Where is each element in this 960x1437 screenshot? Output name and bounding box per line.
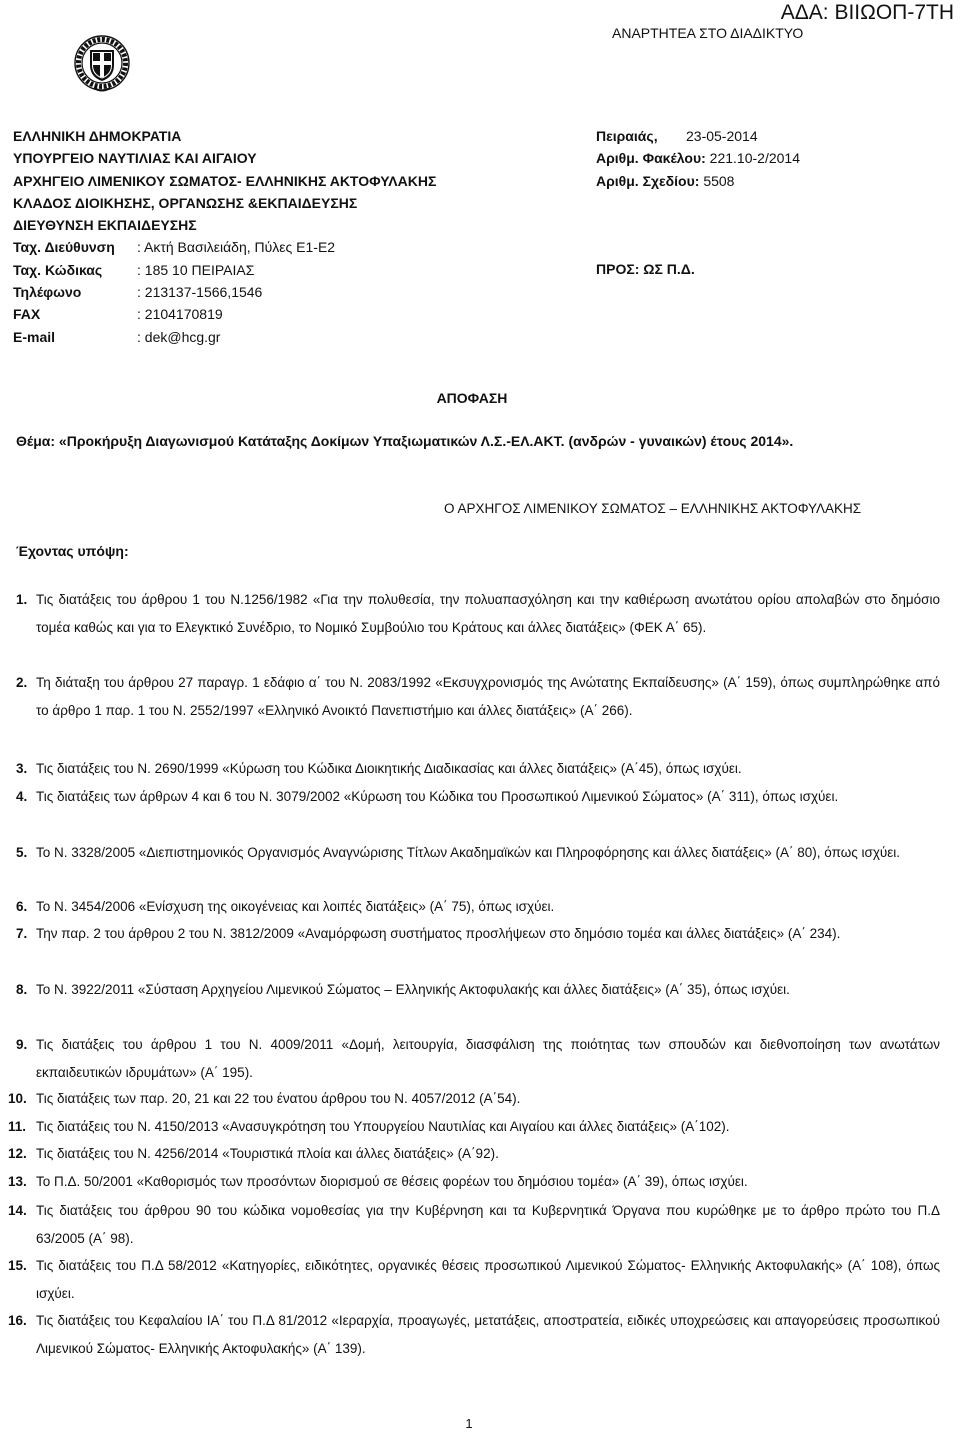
- item-number: 3.: [16, 761, 28, 776]
- sender-line: ΚΛΑΔΟΣ ΔΙΟΙΚΗΣΗΣ, ΟΡΓΑΝΩΣΗΣ &ΕΚΠΑΙΔΕΥΣΗΣ: [13, 194, 358, 211]
- document-date: 23-05-2014: [686, 128, 758, 144]
- item-number: 2.: [16, 675, 28, 690]
- issuer-heading: Ο ΑΡΧΗΓΟΣ ΛΙΜΕΝΙΚΟΥ ΣΩΜΑΤΟΣ – ΕΛΛΗΝΙΚΗΣ ΑΚΤΟΦΥΛΑΚΗΣ: [444, 501, 862, 516]
- contact-value: : 213137-1566,1546: [137, 284, 263, 301]
- item-text: Τις διατάξεις του άρθρου 90 του κώδικα νομοθεσίας για την Κυβέρνηση και τα Κυβερνητικά Όργανα που κυρώθηκε με το άρθρο πρώτο του Π.Δ 63/2005 (Α΄ 98).: [36, 1203, 940, 1246]
- item-text: Το Π.Δ. 50/2001 «Καθορισμός των προσόντων διορισμού σε θέσεις φορέων του δημόσιου τομέα» (Α΄ 39), όπως ισχύει.: [36, 1174, 748, 1189]
- ada-code: ΑΔΑ: ΒΙΙΩΟΠ-7ΤΗ: [780, 1, 954, 24]
- contact-phone: [13, 281, 436, 303]
- item-text: Τις διατάξεις του Κεφαλαίου ΙΑ΄ του Π.Δ 81/2012 «Ιεραρχία, προαγωγές, μετατάξεις, αποστρατεία, ειδικές υποχρεώσεις και απαγορεύσεις προσωπικού Λιμενικού Σώματος- Ελληνικής Ακτοφυλακής» (Α΄ 139).: [36, 1313, 940, 1356]
- contact-value: : 2104170819: [137, 306, 223, 323]
- item-text: Τις διατάξεις των άρθρων 4 και 6 του Ν. 3079/2002 «Κύρωση του Κώδικα του Προσωπικού Λιμενικού Σώματος» (Α΄ 311), όπως ισχύει.: [36, 789, 839, 804]
- sender-line: ΕΛΛΗΝΙΚΗ ΔΗΜΟΚΡΑΤΙΑ: [13, 128, 182, 144]
- item-number: 15.: [8, 1258, 27, 1273]
- contact-label: Ταχ. Κώδικας: [13, 261, 103, 278]
- item-number: 8.: [16, 982, 28, 997]
- item-number: 10.: [8, 1091, 27, 1106]
- item-number: 4.: [16, 789, 28, 804]
- item-text: Τη διάταξη του άρθρου 27 παραγρ. 1 εδάφιο α΄ του Ν. 2083/1992 «Εκσυγχρονισμός της Ανώτατης Εκπαίδευσης» (Α΄ 159), όπως συμπληρώθηκε από το άρθρο 1 παρ. 1 του Ν. 2552/1997 «Ελληνικό Ανοικτό Πανεπιστήμιο και άλλες διατάξεις» (Α΄ 266).: [36, 675, 940, 718]
- draft-number: 5508: [703, 172, 735, 189]
- item-number: 12.: [8, 1146, 27, 1161]
- draft-number-row: [596, 170, 800, 192]
- sender-line: ΥΠΟΥΡΓΕΙΟ ΝΑΥΤΙΛΙΑΣ ΚΑΙ ΑΙΓΑΙΟΥ: [13, 150, 257, 167]
- contact-label: Ταχ. Διεύθυνση: [13, 239, 115, 256]
- item-text: Τις διατάξεις του άρθρου 1 του Ν. 4009/2011 «Δομή, λειτουργία, διασφάλιση της ποιότητας των σπουδών και διεθνοποίηση των ανωτάτων εκπαιδευτικών ιδρυμάτων» (Α΄ 195).: [36, 1037, 940, 1080]
- contact-label: Τηλέφωνο: [13, 284, 82, 301]
- considering-heading: Έχοντας υπόψη:: [16, 543, 129, 559]
- contact-fax: [13, 303, 436, 325]
- item-text: Τις διατάξεις των παρ. 20, 21 και 22 του ένατου άρθρου του Ν. 4057/2012 (Α΄54).: [36, 1091, 521, 1106]
- sender-block: [13, 125, 436, 348]
- contact-value: : Ακτή Βασιλειάδη, Πύλες Ε1-Ε2: [137, 239, 336, 256]
- draft-label: Αριθμ. Σχεδίου:: [596, 172, 700, 189]
- sender-line: ΑΡΧΗΓΕΙΟ ΛΙΜΕΝΙΚΟΥ ΣΩΜΑΤΟΣ- ΕΛΛΗΝΙΚΗΣ ΑΚΤΟΦΥΛΑΚΗΣ: [13, 172, 437, 189]
- item-number: 14.: [8, 1203, 27, 1218]
- page-number: 1: [465, 1416, 473, 1431]
- place-date: [596, 125, 800, 147]
- document-title: ΑΠΟΦΑΣΗ: [436, 390, 508, 406]
- document-subject: Θέμα: «Προκήρυξη Διαγωνισμού Κατάταξης Δοκίμων Υπαξιωματικών Λ.Σ.-ΕΛ.ΑΚΤ. (ανδρών - γυναικών) έτους 2014».: [16, 433, 794, 449]
- greek-coat-of-arms-icon: [72, 32, 132, 96]
- contact-postcode: [13, 259, 436, 281]
- item-text: Τις διατάξεις του Ν. 2690/1999 «Κύρωση του Κώδικα Διοικητικής Διαδικασίας και άλλες διατάξεις» (Α΄45), όπως ισχύει.: [36, 761, 742, 776]
- item-number: 1.: [16, 592, 28, 607]
- item-number: 11.: [8, 1119, 27, 1134]
- item-number: 7.: [16, 926, 28, 941]
- file-label: Αριθμ. Φακέλου:: [596, 150, 706, 167]
- contact-value: : 185 10 ΠΕΙΡΑΙΑΣ: [137, 261, 255, 278]
- item-text: Τις διατάξεις του Ν. 4150/2013 «Ανασυγκρότηση του Υπουργείου Ναυτιλίας και Αιγαίου και άλλες διατάξεις» (Α΄102).: [36, 1119, 730, 1134]
- recipient: ΠΡΟΣ: ΩΣ Π.Δ.: [596, 261, 695, 277]
- item-number: 5.: [16, 845, 28, 860]
- file-number-row: [596, 147, 800, 169]
- item-number: 13.: [8, 1174, 27, 1189]
- item-text: Τις διατάξεις του Ν. 4256/2014 «Τουριστικά πλοία και άλλες διατάξεις» (Α΄92).: [36, 1146, 499, 1161]
- item-text: Τις διατάξεις του άρθρου 1 του Ν.1256/1982 «Για την πολυθεσία, την πολυαπασχόληση και την καθιέρωση ανωτάτου ορίου απολαβών στο δημόσιο τομέα καθώς και για το Ελεγκτικό Συνέδριο, το Νομικό Συμβούλιο του Κράτους και άλλες διατάξεις» (ΦΕΚ Α΄ 65).: [36, 592, 940, 635]
- contact-address: [13, 236, 436, 258]
- contact-value: : dek@hcg.gr: [137, 328, 221, 345]
- item-number: 16.: [8, 1313, 27, 1328]
- item-number: 9.: [16, 1037, 28, 1052]
- contact-label: E-mail: [13, 328, 56, 345]
- posting-note: ΑΝΑΡΤΗΤΕΑ ΣΤΟ ΔΙΑΔΙΚΤΥΟ: [612, 25, 804, 41]
- item-number: 6.: [16, 899, 28, 914]
- item-text: Την παρ. 2 του άρθρου 2 του Ν. 3812/2009 «Αναμόρφωση συστήματος προσλήψεων στο δημόσιο τομέα και άλλες διατάξεις» (Α΄ 234).: [36, 926, 841, 941]
- document-info: [596, 125, 800, 192]
- contact-label: FAX: [13, 306, 41, 323]
- item-text: Το Ν. 3454/2006 «Ενίσχυση της οικογένειας και λοιπές διατάξεις» (Α΄ 75), όπως ισχύει.: [36, 899, 555, 914]
- file-number: 221.10-2/2014: [709, 150, 800, 167]
- item-text: Τις διατάξεις του Π.Δ 58/2012 «Κατηγορίες, ειδικότητες, οργανικές θέσεις προσωπικού Λιμενικού Σώματος- Ελληνικής Ακτοφυλακής» (Α΄ 108), όπως ισχύει.: [36, 1258, 940, 1301]
- place-label: Πειραιάς,: [596, 128, 658, 144]
- contact-email: [13, 326, 436, 348]
- item-text: Το Ν. 3922/2011 «Σύσταση Αρχηγείου Λιμενικού Σώματος – Ελληνικής Ακτοφυλακής και άλλες διατάξεις» (Α΄ 35), όπως ισχύει.: [36, 982, 790, 997]
- sender-line: ΔΙΕΥΘΥΝΣΗ ΕΚΠΑΙΔΕΥΣΗΣ: [13, 217, 197, 234]
- item-text: Το Ν. 3328/2005 «Διεπιστημονικός Οργανισμός Αναγνώρισης Τίτλων Ακαδημαϊκών και Πληροφόρησης και άλλες διατάξεις» (Α΄ 80), όπως ισχύει.: [36, 845, 901, 860]
